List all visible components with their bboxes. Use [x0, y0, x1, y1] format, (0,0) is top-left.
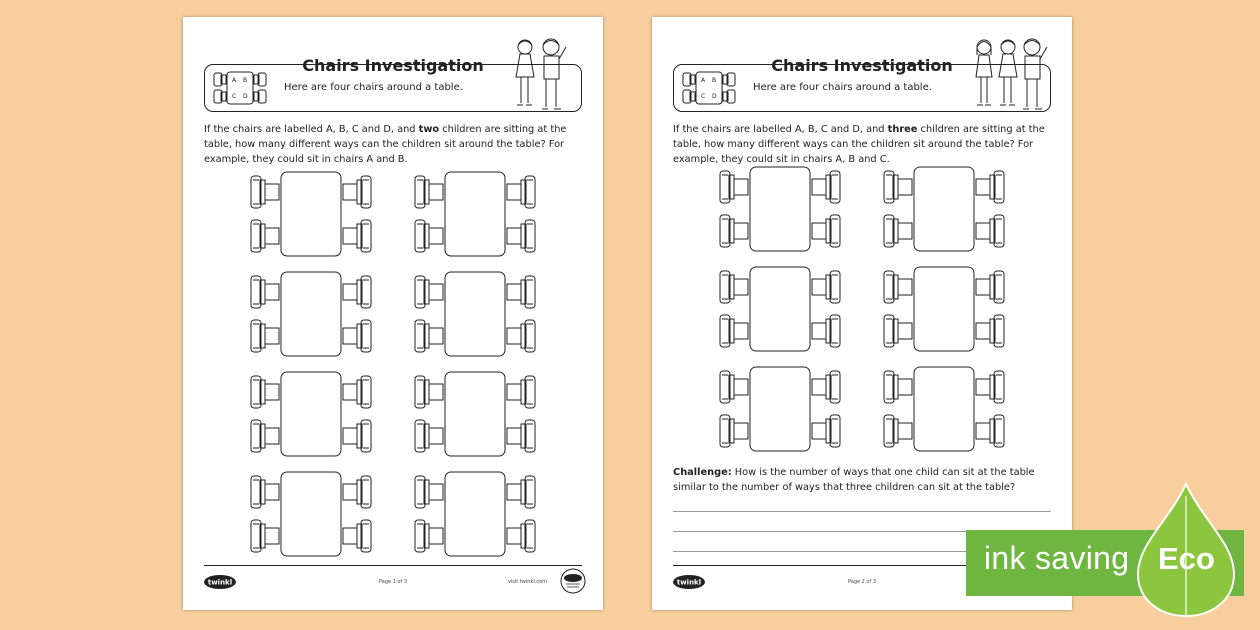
- table-grid: [718, 165, 1018, 465]
- eco-word: Eco: [1158, 541, 1215, 576]
- challenge-label: Challenge:: [673, 467, 732, 478]
- table-with-chairs: [413, 370, 537, 458]
- chair-letter-c: C: [701, 93, 706, 100]
- table-with-chairs: [249, 470, 373, 558]
- page-title: Chairs Investigation: [771, 56, 953, 75]
- table-with-chairs: [413, 270, 537, 358]
- table-with-chairs: [882, 165, 1006, 253]
- worksheet-page-2: [652, 17, 1072, 610]
- table-with-chairs: [249, 170, 373, 258]
- table-with-chairs: [718, 265, 842, 353]
- question-end: children are sitting at the table, how many different ways can the children sit around the table? For example, they could sit in chairs A and B.: [204, 124, 567, 165]
- quality-badge-icon: [559, 567, 587, 595]
- table-with-chairs: [413, 170, 537, 258]
- answer-line: [673, 511, 1051, 512]
- page-number: Page 2 of 3: [847, 579, 877, 585]
- question-text: [673, 122, 1051, 167]
- labelled-chairs-diagram: [680, 69, 738, 107]
- question-start: If the chairs are labelled A, B, C and D, and: [673, 124, 888, 135]
- table-with-chairs: [718, 365, 842, 453]
- chair-letter-a: A: [232, 77, 237, 84]
- chair-letter-b: B: [712, 77, 717, 84]
- intro-box: [673, 64, 1051, 112]
- challenge-text: [673, 465, 1055, 495]
- labelled-chairs-diagram: [211, 69, 269, 107]
- table-with-chairs: [249, 270, 373, 358]
- table-with-chairs: [882, 365, 1006, 453]
- intro-text: Here are four chairs around a table.: [753, 82, 932, 93]
- ink-saving-label: ink saving: [984, 540, 1130, 576]
- question-end: children are sitting at the table, how many different ways can the children sit around the table? For example, they could sit in chairs A, B and C.: [673, 124, 1045, 165]
- table-with-chairs: [718, 165, 842, 253]
- question-emphasis: three: [887, 124, 918, 135]
- intro-box: [204, 64, 582, 112]
- table-with-chairs: [882, 265, 1006, 353]
- chair-letter-c: C: [232, 93, 237, 100]
- table-with-chairs: [249, 370, 373, 458]
- chair-letter-a: A: [701, 77, 706, 84]
- svg-text:twinkl: twinkl: [207, 578, 233, 587]
- page-number: Page 1 of 3: [378, 579, 408, 585]
- table-grid: [249, 170, 549, 560]
- question-emphasis: two: [418, 124, 440, 135]
- chair-letter-b: B: [243, 77, 248, 84]
- challenge-question: How is the number of ways that one child can sit at the table similar to the number of ways that three children can sit at the table?: [673, 467, 1035, 493]
- chair-letter-d: D: [243, 93, 248, 100]
- table-with-chairs: [413, 470, 537, 558]
- question-start: If the chairs are labelled A, B, C and D, and: [204, 124, 419, 135]
- question-text: [204, 122, 582, 167]
- svg-text:twinkl: twinkl: [676, 578, 702, 587]
- intro-text: Here are four chairs around a table.: [284, 82, 463, 93]
- visit-link: visit twinkl.com: [507, 579, 547, 585]
- worksheet-page-1: [183, 17, 603, 610]
- footer-rule: [204, 565, 582, 566]
- page-title: Chairs Investigation: [302, 56, 484, 75]
- chair-letter-d: D: [712, 93, 717, 100]
